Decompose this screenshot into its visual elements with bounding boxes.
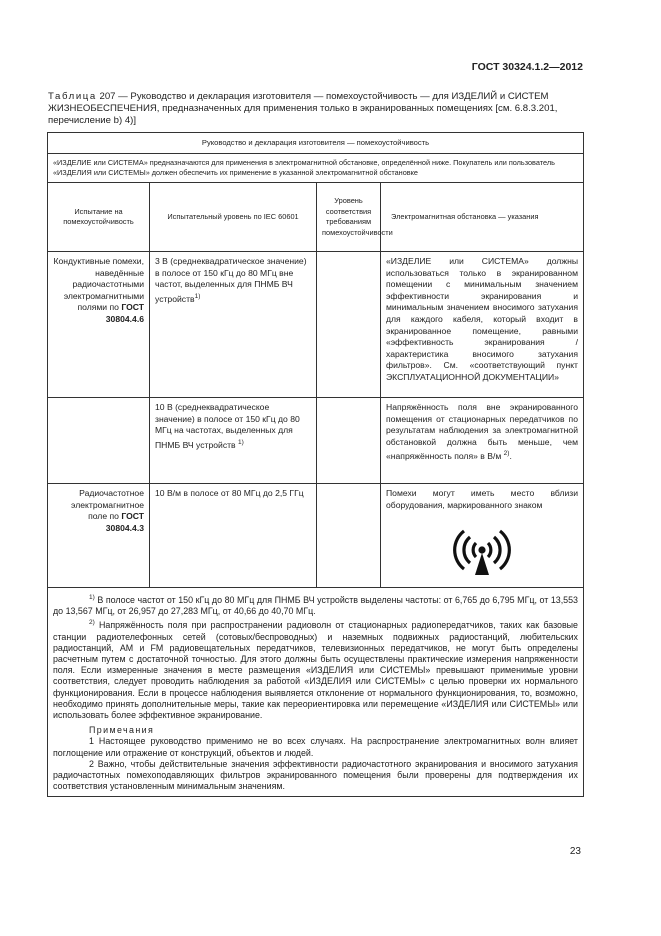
column-header-level: Испытательный уровень по IEC 60601	[150, 183, 317, 252]
row3-environment-text: Помехи могут иметь место вблизи оборудования, маркированного знаком	[386, 488, 578, 510]
footnote-2: $^{2)}$ Напряжённость поля при распространении радиоволн от стационарных радиопередатчиков, таких как базовые станции радиотелефонных сетей (сотовых/беспроводных) и наземных подвижных радиостанций, любительских радиостанций, AM и FM радиовещательных передатчиков, телевизионных передатчиков, не могут быть определены расчетным путем с достаточной точностью. Для этого должны быть осуществлены практические измерения напряженности поля. Если измеренные значения в месте размещения «ИЗДЕЛИЯ или СИСТЕМЫ» превышают применимые уровни соответствия, следует проводить наблюдения за работой «ИЗДЕЛИЯ или СИСТЕМЫ» с целью проверки их нормального функционирования. Если в процессе наблюдения выявляется отклонение от нормального функционирования, то, возможно, необходимо принять дополнительные меры, такие как переориентировка или перемещение «ИЗДЕЛИЯ или СИСТЕМЫ» или использовать более эффективное экранирование.	[53, 619, 578, 720]
table-row	[48, 484, 584, 588]
footnote-1: $^{1)}$ В полосе частот от 150 кГц до 80 МГц для ПНМБ ВЧ устройств выделены частоты: от 6,765 до 6,795 МГц, от 13,553 до 13,567 МГц, от 26,957 до 27,283 МГц, от 40,66 до 40,70 МГц.	[53, 594, 578, 617]
non-ionizing-radiation-icon	[452, 527, 512, 579]
immunity-table	[47, 132, 584, 797]
column-header-environment: Электромагнитная обстановка — указания	[381, 183, 584, 252]
column-header-test: Испытание на помехоустойчивость	[48, 183, 150, 252]
row1-level: 3 В (среднеквадратическое значение) в полосе от 150 кГц до 80 МГц вне частот, выделенных для ПНМБ ВЧ устройств$^{1)}$	[150, 252, 317, 398]
row3-test: Радиочастотное электромагнитное поле по ГОСТ 30804.4.3	[48, 484, 150, 588]
row3-level: 10 В/м в полосе от 80 МГц до 2,5 ГГц	[150, 484, 317, 588]
row1-compliance	[317, 252, 381, 398]
notes-title: Примечания	[89, 725, 155, 736]
row2-compliance	[317, 398, 381, 484]
note-1: 1 Настоящее руководство применимо не во всех случаях. На распространение электромагнитных волн влияет поглощение или отражение от конструкций, объектов и людей.	[53, 736, 578, 758]
table-row	[48, 398, 584, 484]
row3-compliance	[317, 484, 381, 588]
table-row	[48, 252, 584, 398]
page-number: 23	[569, 846, 581, 857]
table-footnotes	[48, 588, 584, 797]
table-caption	[48, 91, 582, 128]
column-header-compliance: Уровень соответствия требованиям помехоустойчивости	[317, 183, 381, 252]
table-intro: «ИЗДЕЛИЕ или СИСТЕМА» предназначаются для применения в электромагнитной обстановке, определённой ниже. Покупатель или пользователь «ИЗДЕЛИЯ или СИСТЕМЫ» должен обеспечить их применение в указанной электромагнитной обстановке	[48, 153, 584, 182]
row2-level: 10 В (среднеквадратическое значение) в полосе от 150 кГц до 80 МГц на частотах, выделенных для ПНМБ ВЧ устройств $^{1)}$	[150, 398, 317, 484]
table-title: Руководство и декларация изготовителя — помехоустойчивость	[48, 133, 584, 154]
standard-header: ГОСТ 30324.1.2—2012	[471, 61, 583, 73]
row1-test: Кондуктивные помехи, наведённые радиочастотными электромагнитными полями по ГОСТ 30804.4.6	[48, 252, 150, 398]
row1-environment: «ИЗДЕЛИЕ или СИСТЕМА» должны использоваться только в экранированном помещении с минимальным значением эффективности экранирования и минимальным значением вносимого затухания для каждого кабеля, который входит в экранированное помещение, равными «эффективность экранирования / характеристика вносимого затухания фильтров». См. «соответствующий пункт ЭКСПЛУАТАЦИОННОЙ ДОКУМЕНТАЦИИ»	[381, 252, 584, 398]
row3-environment	[381, 484, 584, 588]
note-2: 2 Важно, чтобы действительные значения эффективности радиочастотного экранирования и вносимого затухания радиочастотных помехоподавляющих фильтров экранированного помещения были проверены для подтверждения их соответствия установленным минимальным значениям.	[53, 758, 578, 792]
row2-test	[48, 398, 150, 484]
row2-environment: Напряжённость поля вне экранированного помещения от стационарных передатчиков по результатам наблюдения за электромагнитной обстановкой должна быть меньше, чем «напряжённость поля» в В/м $^{2)}$.	[381, 398, 584, 484]
caption-text: 207 — Руководство и декларация изготовителя — помехоустойчивость — для ИЗДЕЛИЙ и СИСТЕМ ЖИЗНЕОБЕСПЕЧЕНИЯ, предназначенных для применения только в экранированных помещениях [см. 6.8.3.201, перечисление b) 4)]	[48, 91, 558, 127]
caption-label: Таблица	[48, 91, 97, 102]
